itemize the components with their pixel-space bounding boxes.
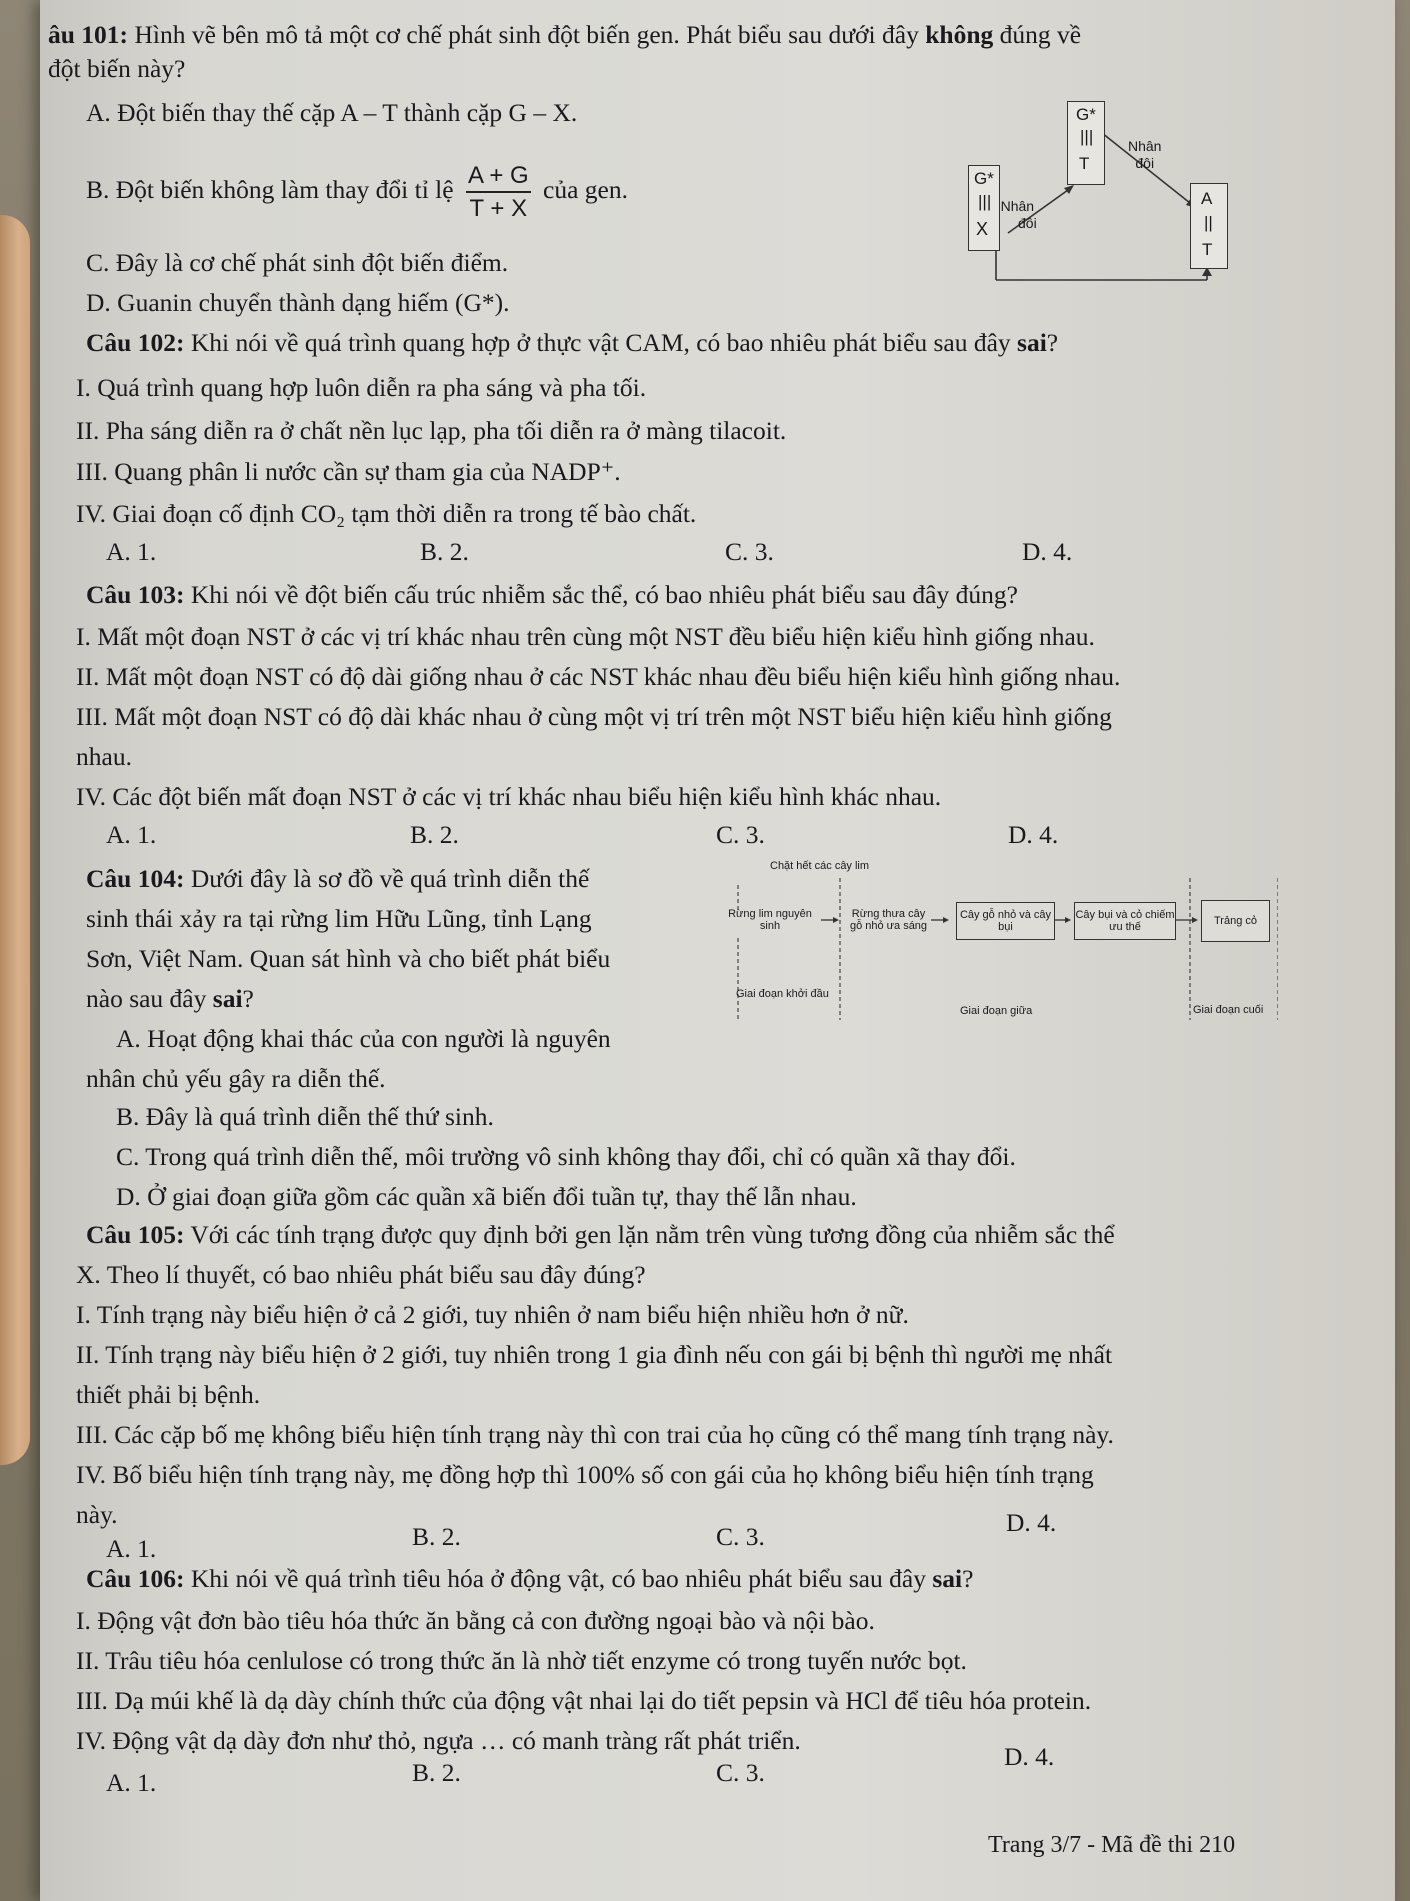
q106-option-a: A. 1. [106, 1768, 157, 1797]
double-bond: || [1204, 213, 1213, 232]
grassland-box: Trảng cỏ [1201, 900, 1270, 942]
logging-label: Chặt hết các cây lim [770, 860, 870, 872]
q104-text-4: nào sau đây [86, 984, 213, 1013]
q106-statement-4: IV. Động vật dạ dày đơn như thỏ, ngựa … có manh tràng rất phát triển. [76, 1726, 801, 1755]
q103-statement-2: II. Mất một đoạn NST có độ dài giống nhau ở các NST khác nhau đều biểu hiện kiểu hình giống nhau. [76, 662, 1121, 691]
q105-stem-line1 [86, 1218, 1115, 1251]
triple-bond-left: ||| [978, 192, 992, 211]
q105-statement-2b: thiết phải bị bệnh. [76, 1380, 261, 1409]
q104-tail: ? [242, 984, 254, 1013]
q104-stem-line1 [86, 862, 589, 895]
q102-option-b: B. 2. [420, 537, 469, 566]
base-a: A [1201, 189, 1213, 208]
q105-text-1: Với các tính trạng được quy định bởi gen lặn nằm trên vùng tương đồng của nhiễm sắc thể [184, 1220, 1115, 1249]
q103-option-c: C. 3. [716, 820, 765, 849]
base-pair-gstar-t [1067, 101, 1105, 185]
q102-emphasis: sai [1017, 328, 1047, 357]
replication-label-1-line1: Nhân [1000, 198, 1035, 214]
q102-statement-2: II. Pha sáng diễn ra ở chất nền lục lạp, pha tối diễn ra ở màng tilacoit. [76, 416, 787, 445]
q104-option-d: D. Ở giai đoạn giữa gồm các quần xã biến đổi tuần tự, thay thế lẫn nhau. [116, 1182, 857, 1211]
q105-stem-line2: X. Theo lí thuyết, có bao nhiêu phát biểu sau đây đúng? [76, 1260, 646, 1289]
triple-bond-mid: ||| [1080, 127, 1094, 146]
stage-initial: Giai đoạn khởi đầu [736, 988, 829, 1000]
q105-statement-1: I. Tính trạng này biểu hiện ở cả 2 giới, tuy nhiên ở nam biểu hiện nhiều hơn ở nữ. [76, 1300, 909, 1329]
q105-option-a: A. 1. [106, 1534, 157, 1563]
q105-statement-3: III. Các cặp bố mẹ không biểu hiện tính trạng này thì con trai của họ cũng có thể mang tính trạng này. [76, 1420, 1114, 1449]
q105-statement-4a: IV. Bố biểu hiện tính trạng này, mẹ đồng hợp thì 100% số con gái của họ không biểu hiện tính trạng [76, 1460, 1094, 1489]
q104-stem-line4 [86, 982, 254, 1015]
q102-statement-4: IV. Giai đoạn cố định CO₂ tạm thời diễn ra trong tế bào chất. [76, 499, 697, 528]
q101-emphasis: không [925, 20, 994, 49]
q101-option-b-text: B. Đột biến không làm thay đổi tỉ lệ [86, 175, 454, 205]
q103-number: Câu 103: [86, 580, 185, 609]
q101-text: Hình vẽ bên mô tả một cơ chế phát sinh đột biến gen. Phát biểu sau dưới đây [128, 20, 926, 49]
replication-label-1-line2: đôi [1018, 214, 1037, 231]
q105-statement-4b: này. [76, 1500, 118, 1529]
q104-number: Câu 104: [86, 864, 185, 893]
q106-option-b: B. 2. [412, 1758, 461, 1787]
base-t-right: T [1202, 240, 1213, 259]
fraction-numerator: A + G [466, 160, 531, 193]
q106-text: Khi nói về quá trình tiêu hóa ở động vật, có bao nhiêu phát biểu sau đây [184, 1564, 933, 1593]
q102-number: Câu 102: [86, 328, 185, 357]
q101-number: âu 101: [48, 20, 129, 49]
small-trees-shrubs-box: Cây gỗ nhỏ và cây bụi [956, 902, 1055, 940]
q106-statement-3: III. Dạ múi khế là dạ dày chính thức của động vật nhai lại do tiết pepsin và HCl để tiêu hóa protein. [76, 1686, 1092, 1715]
q101-stem-line1 [48, 18, 1081, 51]
q106-tail: ? [962, 1564, 974, 1593]
q106-statement-2: II. Trâu tiêu hóa cenlulose có trong thức ăn là nhờ tiết enzyme có trong tuyến nước bọt. [76, 1646, 967, 1675]
q103-statement-3b: nhau. [76, 742, 132, 771]
q104-option-b: B. Đây là quá trình diễn thế thứ sinh. [116, 1102, 494, 1131]
q101-option-d: D. Guanin chuyển thành dạng hiếm (G*). [86, 288, 510, 317]
replication-label-2 [1128, 138, 1161, 172]
q103-option-a: A. 1. [106, 820, 157, 849]
stage-middle: Giai đoạn giữa [960, 1005, 1033, 1017]
q104-emphasis: sai [212, 984, 243, 1013]
sparse-forest-box: Rừng thưa cây gỗ nhỏ ưa sáng [849, 907, 928, 932]
q101-option-a: A. Đột biến thay thế cặp A – T thành cặp G – X. [86, 98, 578, 127]
q103-statement-3a: III. Mất một đoạn NST có độ dài khác nhau ở cùng một vị trí trên một NST biểu hiện kiểu hình giống [76, 702, 1112, 731]
q103-text: Khi nói về đột biến cấu trúc nhiễm sắc thể, có bao nhiêu phát biểu sau đây đúng? [184, 580, 1018, 609]
base-pair-a-t [1190, 183, 1228, 269]
q102-statement-1: I. Quá trình quang hợp luôn diễn ra pha sáng và pha tối. [76, 373, 647, 402]
replication-label-2-line2: đôi [1135, 154, 1155, 171]
base-pair-gstar-x [968, 165, 1000, 251]
q101-tail: đúng về [993, 20, 1082, 49]
q103-statement-4: IV. Các đột biến mất đoạn NST ở các vị trí khác nhau biểu hiện kiểu hình khác nhau. [76, 782, 942, 811]
stage-final: Giai đoạn cuối [1193, 1004, 1264, 1016]
replication-label-1 [998, 198, 1037, 232]
q103-option-d: D. 4. [1008, 820, 1059, 849]
q106-option-c: C. 3. [716, 1758, 765, 1787]
q104-option-a-line2: nhân chủ yếu gây ra diễn thế. [86, 1064, 386, 1093]
q105-option-b: B. 2. [412, 1522, 461, 1551]
q101-stem-line2: đột biến này? [48, 54, 186, 83]
q103-stem [86, 578, 1018, 611]
q105-option-c: C. 3. [716, 1522, 765, 1551]
q106-statement-1: I. Động vật đơn bào tiêu hóa thức ăn bằng cả con đường ngoại bào và nội bào. [76, 1606, 875, 1635]
q101-option-b-tail: của gen. [543, 175, 629, 205]
q104-option-a-line1: A. Hoạt động khai thác của con người là nguyên [116, 1024, 611, 1053]
q104-option-c: C. Trong quá trình diễn thế, môi trường vô sinh không thay đổi, chỉ có quần xã thay đổi. [116, 1142, 1016, 1171]
q104-stem-line3: Sơn, Việt Nam. Quan sát hình và cho biết phát biểu [86, 944, 611, 973]
q102-stem [86, 326, 1058, 359]
q103-statement-1: I. Mất một đoạn NST ở các vị trí khác nhau trên cùng một NST đều biểu hiện kiểu hình giống nhau. [76, 622, 1095, 651]
ratio-fraction [466, 160, 531, 224]
q106-option-d: D. 4. [1004, 1742, 1055, 1771]
q106-emphasis: sai [932, 1564, 963, 1593]
q102-option-c: C. 3. [725, 537, 774, 566]
q104-text-1: Dưới đây là sơ đồ về quá trình diễn thế [184, 864, 590, 893]
q103-option-b: B. 2. [410, 820, 459, 849]
mutation-diagram [940, 95, 1240, 290]
q101-option-c: C. Đây là cơ chế phát sinh đột biến điểm. [86, 248, 509, 277]
page-footer: Trang 3/7 - Mã đề thi 210 [988, 1832, 1236, 1858]
q104-stem-line2: sinh thái xảy ra tại rừng lim Hữu Lũng, tỉnh Lạng [86, 904, 592, 933]
q105-number: Câu 105: [86, 1220, 185, 1249]
q105-option-d: D. 4. [1006, 1508, 1057, 1537]
base-x: X [976, 219, 989, 239]
base-t-mid: T [1079, 154, 1090, 173]
q102-option-a: A. 1. [106, 537, 157, 566]
q106-stem [86, 1562, 973, 1595]
q102-tail: ? [1046, 328, 1059, 357]
fraction-denominator: T + X [469, 195, 528, 223]
q102-option-d: D. 4. [1022, 537, 1073, 566]
base-gstar-mid: G* [1076, 105, 1096, 124]
q101-option-b [86, 160, 628, 224]
q106-number: Câu 106: [86, 1564, 185, 1593]
q102-statement-3: III. Quang phân li nước cần sự tham gia của NADP⁺. [76, 457, 621, 486]
base-gstar-left: G* [974, 169, 994, 188]
succession-diagram [718, 860, 1278, 1025]
q105-statement-2a: II. Tính trạng này biểu hiện ở 2 giới, tuy nhiên trong 1 gia đình nếu con gái bị bệnh thì người mẹ nhất [76, 1340, 1113, 1369]
replication-label-2-line1: Nhân [1128, 138, 1162, 154]
q102-text: Khi nói về quá trình quang hợp ở thực vật CAM, có bao nhiêu phát biểu sau đây [184, 328, 1018, 357]
primary-lim-forest: Rừng lim nguyên sinh [728, 907, 812, 932]
shrubs-grass-box: Cây bụi và cỏ chiếm ưu thế [1074, 902, 1176, 940]
